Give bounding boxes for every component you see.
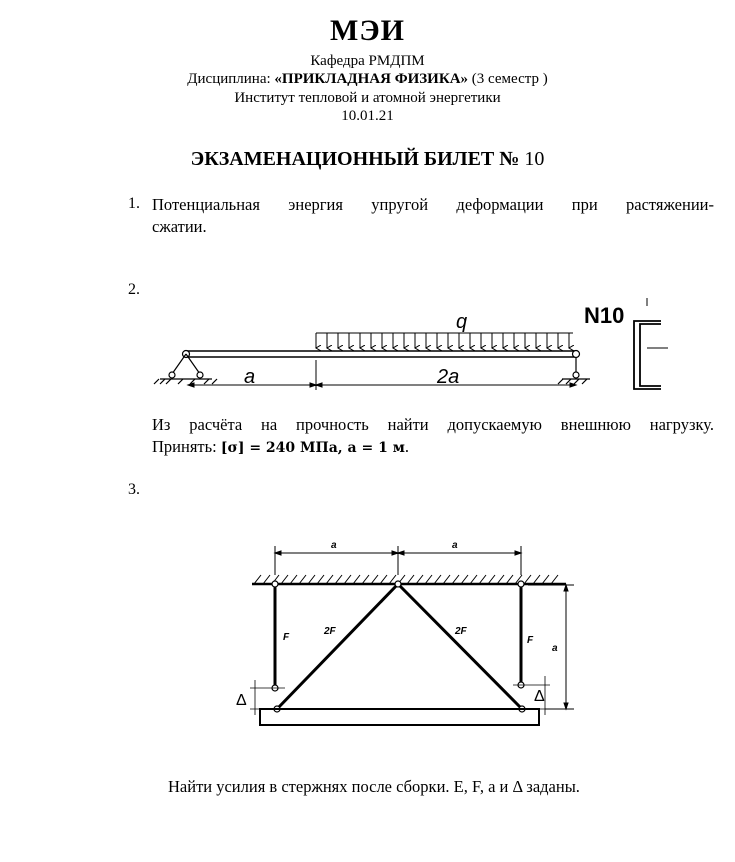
discipline-name: «ПРИКЛАДНАЯ ФИЗИКА»: [274, 71, 469, 87]
rigid-bar: [260, 709, 539, 725]
truss-rods: [275, 584, 522, 709]
question-2-line2-suffix: .: [404, 437, 410, 456]
diag-right-label: 2F: [455, 626, 467, 637]
date-line: 10.01.21: [341, 108, 394, 124]
department-line: Кафедра РМДПМ: [310, 53, 425, 69]
question-1-line1: Потенциальная энергия упругой деформации при растяжении-: [152, 195, 714, 214]
truss-hinges: [272, 581, 525, 712]
question-3-number: 3.: [128, 481, 140, 498]
question-1-number: 1.: [128, 195, 140, 212]
question-1-line2: сжатии.: [152, 217, 207, 236]
ticket-title-text: ЭКЗАМЕНАЦИОННЫЙ БИЛЕТ №: [190, 148, 520, 170]
question-2-line2-prefix: Принять:: [152, 437, 221, 456]
left-diagonal-rod: [277, 584, 398, 709]
span2-label: 2a: [437, 366, 460, 388]
dim-left-label: a: [331, 540, 337, 551]
ticket-number: 10: [519, 148, 545, 170]
rod-left-label: F: [283, 632, 290, 643]
institution-title: МЭИ: [330, 14, 405, 47]
question-3-text: Найти усилия в стержнях после сборки. E, F, a и Δ заданы.: [168, 777, 580, 796]
institute-line: Институт тепловой и атомной энергетики: [234, 90, 501, 106]
load-label: q: [456, 311, 468, 333]
gap-left-label: Δ: [236, 692, 247, 709]
section-label: N10: [584, 303, 625, 328]
span1-label: a: [244, 366, 256, 388]
dim-right-label: a: [452, 540, 458, 551]
question-2-line1: Из расчёта на прочность найти допускаемую внешнюю нагрузку.: [152, 415, 714, 434]
truss-top-dimension: [275, 546, 521, 575]
rod-right-label: F: [527, 635, 534, 646]
question-2-number: 2.: [128, 281, 140, 298]
gap-right-label: Δ: [534, 688, 545, 705]
discipline-prefix: Дисциплина:: [187, 71, 275, 87]
question-2-math: [σ] = 240 МПа, a = 1 м: [220, 440, 405, 456]
dim-vertical-label: a: [552, 643, 558, 654]
diag-left-label: 2F: [324, 626, 336, 637]
right-diagonal-rod: [398, 584, 522, 709]
discipline-suffix: (3 семестр ): [468, 71, 548, 87]
